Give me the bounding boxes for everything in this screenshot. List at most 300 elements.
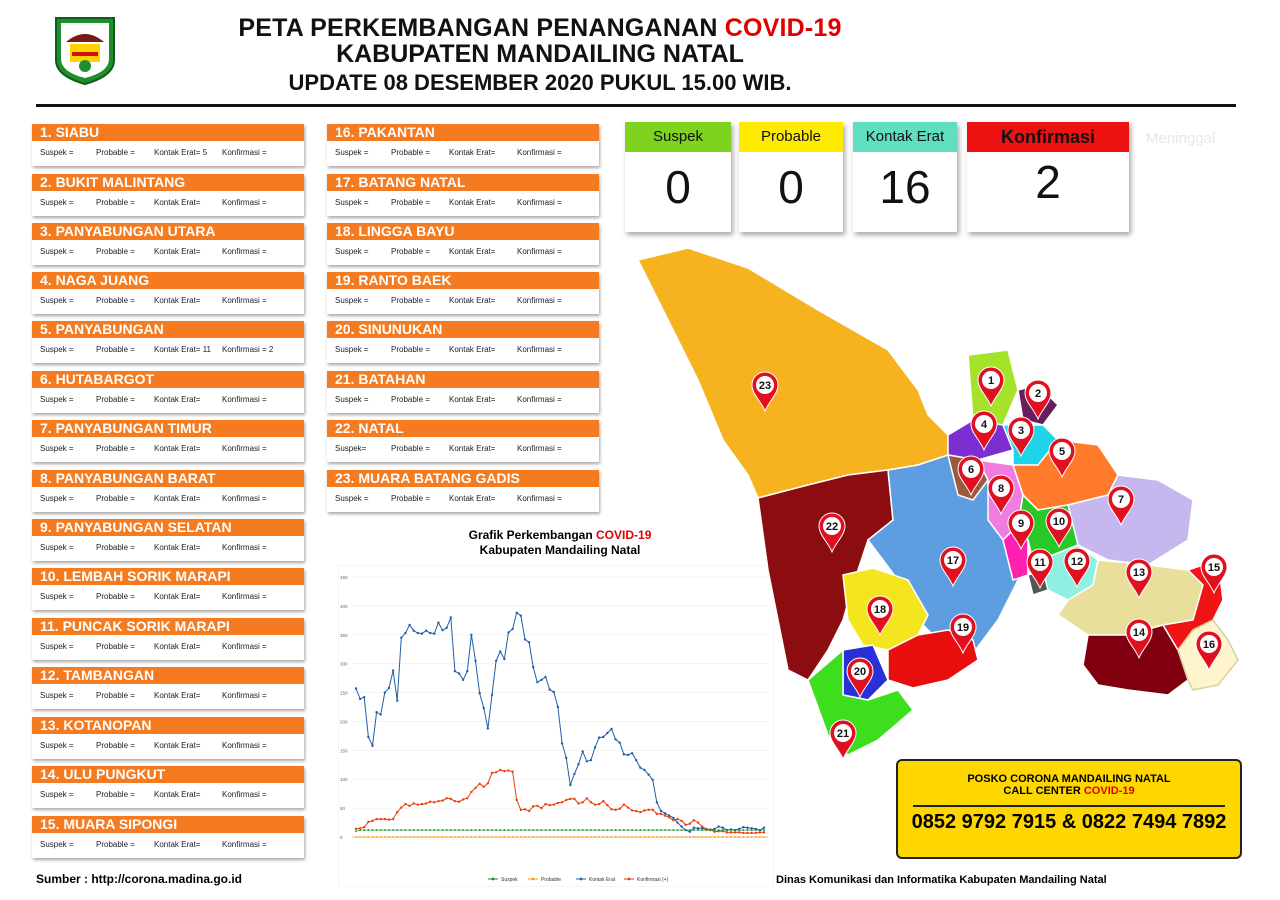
district-card-title: 15. MUARA SIPONGI: [32, 816, 304, 833]
stat-probable-label: Probable: [739, 122, 843, 152]
chart-point: [590, 759, 592, 761]
chart-point: [396, 836, 398, 838]
chart-point: [573, 773, 575, 775]
chart-point: [615, 829, 617, 831]
district-card-stats: [32, 289, 304, 313]
district-card-10: [32, 568, 304, 610]
chart-point: [503, 770, 505, 772]
chart-point: [462, 798, 464, 800]
chart-point: [375, 818, 377, 820]
chart-point: [421, 632, 423, 634]
chart-point: [425, 829, 427, 831]
chart-point: [623, 803, 625, 805]
chart-point: [726, 829, 728, 831]
district-card-22: [327, 420, 599, 462]
chart-point: [594, 803, 596, 805]
chart-point: [734, 831, 736, 833]
chart-point: [598, 736, 600, 738]
district-konfirmasi-field: Konfirmasi =: [222, 444, 267, 453]
district-suspek-field: Suspek =: [335, 148, 369, 157]
chart-point: [355, 828, 357, 830]
chart-point: [631, 809, 633, 811]
chart-point: [466, 836, 468, 838]
chart-point: [404, 803, 406, 805]
chart-point: [672, 817, 674, 819]
chart-point: [680, 825, 682, 827]
chart-point: [363, 826, 365, 828]
chart-point: [549, 829, 551, 831]
district-kontak-field: Kontak Erat=: [154, 296, 201, 305]
chart-point: [561, 801, 563, 803]
chart-point: [450, 616, 452, 618]
map-marker-label: 20: [853, 666, 867, 678]
chart-point: [581, 750, 583, 752]
district-probable-field: Probable =: [96, 444, 135, 453]
district-kontak-field: Kontak Erat=: [449, 148, 496, 157]
district-konfirmasi-field: Konfirmasi =: [517, 494, 562, 503]
chart-legend-marker: [628, 878, 631, 881]
publisher-credit: Dinas Komunikasi dan Informatika Kabupaten Mandailing Natal: [776, 874, 1107, 886]
chart-point: [363, 836, 365, 838]
chart-point: [639, 766, 641, 768]
chart-point: [433, 829, 435, 831]
chart-point: [520, 809, 522, 811]
chart-point: [545, 829, 547, 831]
chart-point: [512, 829, 514, 831]
chart-point: [730, 831, 732, 833]
map-marker-label: 7: [1117, 494, 1125, 506]
district-card-title: 16. PAKANTAN: [327, 124, 599, 141]
chart-point: [705, 836, 707, 838]
chart-point: [631, 836, 633, 838]
chart-point: [755, 832, 757, 834]
chart-point: [384, 836, 386, 838]
district-konfirmasi-field: Konfirmasi =: [517, 345, 562, 354]
district-suspek-field: Suspek =: [40, 345, 74, 354]
chart-point: [491, 836, 493, 838]
chart-point: [598, 829, 600, 831]
posko-divider: [913, 805, 1225, 807]
chart-point: [355, 687, 357, 689]
district-card-title: 7. PANYABUNGAN TIMUR: [32, 420, 304, 437]
district-konfirmasi-field: Konfirmasi =: [222, 642, 267, 651]
chart-point: [495, 771, 497, 773]
chart-point: [491, 694, 493, 696]
district-probable-field: Probable =: [96, 247, 135, 256]
chart-point: [648, 836, 650, 838]
district-card-5: [32, 321, 304, 363]
district-card-stats: [327, 338, 599, 362]
chart-point: [425, 836, 427, 838]
district-card-title: 13. KOTANOPAN: [32, 717, 304, 734]
chart-subtitle: Kabupaten Mandailing Natal: [479, 543, 641, 557]
chart-point: [726, 836, 728, 838]
district-card-9: [32, 519, 304, 561]
posko-subtitle-prefix: CALL CENTER: [1003, 785, 1084, 797]
chart-point: [672, 819, 674, 821]
chart-point: [701, 829, 703, 831]
chart-point: [677, 829, 679, 831]
district-konfirmasi-field: Konfirmasi =: [517, 395, 562, 404]
chart-y-tick-label: 400: [340, 603, 348, 609]
chart-point: [565, 799, 567, 801]
chart-point: [536, 836, 538, 838]
chart-point: [446, 829, 448, 831]
chart-point: [697, 821, 699, 823]
chart-point: [491, 772, 493, 774]
header-subtitle: KABUPATEN MANDAILING NATAL: [336, 40, 744, 68]
district-kontak-field: Kontak Erat=: [449, 444, 496, 453]
district-card-6: [32, 371, 304, 413]
district-konfirmasi-field: Konfirmasi =: [222, 592, 267, 601]
district-kontak-field: Kontak Erat=: [449, 494, 496, 503]
district-kontak-field: Kontak Erat=: [154, 840, 201, 849]
chart-point: [606, 829, 608, 831]
district-suspek-field: Suspek =: [335, 345, 369, 354]
chart-point: [697, 829, 699, 831]
chart-point: [557, 706, 559, 708]
chart-point: [714, 829, 716, 831]
chart-point: [635, 829, 637, 831]
chart-point: [685, 829, 687, 831]
district-konfirmasi-field: Konfirmasi =: [222, 296, 267, 305]
district-kontak-field: Kontak Erat=: [154, 395, 201, 404]
chart-point: [611, 829, 613, 831]
chart-point: [359, 829, 361, 831]
district-probable-field: Probable =: [391, 296, 430, 305]
district-card-11: [32, 618, 304, 660]
district-kontak-field: Kontak Erat=: [154, 198, 201, 207]
chart-point: [578, 836, 580, 838]
chart-point: [586, 836, 588, 838]
chart-point: [553, 803, 555, 805]
chart-y-tick-label: 250: [340, 690, 348, 696]
chart-point: [610, 728, 612, 730]
district-probable-field: Probable =: [96, 345, 135, 354]
chart-point: [668, 829, 670, 831]
district-kontak-field: Kontak Erat=: [449, 345, 496, 354]
district-card-17: [327, 174, 599, 216]
chart-point: [734, 836, 736, 838]
chart-point: [577, 802, 579, 804]
map-marker-label: 5: [1058, 446, 1066, 458]
chart-point: [376, 829, 378, 831]
chart-point: [586, 829, 588, 831]
map-marker-label: 16: [1202, 639, 1216, 651]
chart-point: [759, 829, 761, 831]
district-konfirmasi-field: Konfirmasi =: [222, 691, 267, 700]
chart-point: [417, 632, 419, 634]
chart-point: [598, 836, 600, 838]
chart-point: [548, 804, 550, 806]
chart-point: [664, 814, 666, 816]
chart-point: [363, 696, 365, 698]
district-card-title: 2. BUKIT MALINTANG: [32, 174, 304, 191]
chart-point: [421, 836, 423, 838]
chart-point: [672, 836, 674, 838]
header-title: [130, 14, 950, 43]
chart-point: [536, 681, 538, 683]
district-konfirmasi-field: Konfirmasi =: [222, 395, 267, 404]
chart-point: [388, 818, 390, 820]
chart-point: [516, 836, 518, 838]
chart-point: [676, 821, 678, 823]
chart-point: [738, 831, 740, 833]
map-marker-label: 11: [1034, 557, 1046, 569]
district-kontak-field: Kontak Erat=: [154, 247, 201, 256]
chart-point: [392, 669, 394, 671]
chart-point: [442, 829, 444, 831]
chart-point: [730, 829, 732, 831]
district-probable-field: Probable =: [96, 148, 135, 157]
map-marker-label: 6: [967, 464, 975, 476]
stat-suspek: [625, 122, 731, 232]
chart-point: [594, 746, 596, 748]
district-card-title: 14. ULU PUNGKUT: [32, 766, 304, 783]
chart-point: [503, 829, 505, 831]
district-card-19: [327, 272, 599, 314]
chart-point: [405, 829, 407, 831]
posko-title: POSKO CORONA MANDAILING NATAL: [967, 773, 1171, 785]
district-card-stats: [32, 388, 304, 412]
district-probable-field: Probable =: [96, 790, 135, 799]
map-marker-label: 21: [836, 728, 850, 740]
chart-point: [470, 791, 472, 793]
chart-point: [680, 820, 682, 822]
chart-point: [627, 829, 629, 831]
chart-point: [458, 801, 460, 803]
chart-point: [466, 670, 468, 672]
chart-point: [718, 836, 720, 838]
map-marker-label: 3: [1017, 425, 1025, 437]
chart-point: [602, 836, 604, 838]
chart-point: [684, 824, 686, 826]
chart-point: [450, 836, 452, 838]
chart-point: [652, 829, 654, 831]
district-probable-field: Probable =: [96, 691, 135, 700]
chart-point: [524, 808, 526, 810]
chart-point: [676, 818, 678, 820]
chart-point: [581, 801, 583, 803]
chart-point: [417, 803, 419, 805]
chart-point: [755, 829, 757, 831]
region-23: [638, 248, 948, 498]
map-marker-label: 18: [873, 604, 887, 616]
chart-point: [392, 829, 394, 831]
chart-point: [445, 627, 447, 629]
district-card-stats: [32, 437, 304, 461]
chart-point: [574, 836, 576, 838]
chart-point: [478, 783, 480, 785]
posko-call-center: [896, 759, 1242, 859]
chart-point: [375, 711, 377, 713]
chart-point: [412, 630, 414, 632]
district-card-stats: [32, 191, 304, 215]
chart-point: [408, 805, 410, 807]
district-card-stats: [32, 487, 304, 511]
map-marker-label: 19: [956, 622, 970, 634]
chart-point: [668, 836, 670, 838]
chart-y-tick-label: 450: [340, 575, 348, 580]
chart-point: [441, 629, 443, 631]
chart-point: [355, 830, 357, 832]
district-kontak-field: Kontak Erat=: [154, 642, 201, 651]
district-card-title: 5. PANYABUNGAN: [32, 321, 304, 338]
chart-point: [611, 836, 613, 838]
district-probable-field: Probable =: [391, 494, 430, 503]
chart-point: [363, 829, 365, 831]
chart-point: [475, 836, 477, 838]
chart-point: [475, 829, 477, 831]
chart-point: [569, 829, 571, 831]
chart-point: [565, 836, 567, 838]
district-card-8: [32, 470, 304, 512]
district-card-stats: [32, 536, 304, 560]
district-konfirmasi-field: Konfirmasi =: [517, 148, 562, 157]
chart-point: [388, 836, 390, 838]
chart-point: [751, 836, 753, 838]
chart-point: [433, 801, 435, 803]
chart-y-tick-label: 300: [340, 661, 348, 667]
chart-point: [614, 809, 616, 811]
chart-point: [512, 836, 514, 838]
chart-point: [446, 836, 448, 838]
map-marker-label: 8: [997, 483, 1005, 495]
district-card-title: 1. SIABU: [32, 124, 304, 141]
chart-point: [438, 836, 440, 838]
district-suspek-field: Suspek =: [40, 296, 74, 305]
district-card-title: 8. PANYABUNGAN BARAT: [32, 470, 304, 487]
chart-point: [553, 691, 555, 693]
district-card-stats: [32, 585, 304, 609]
chart-point: [548, 688, 550, 690]
chart-point: [664, 812, 666, 814]
chart-point: [742, 836, 744, 838]
header-divider: [36, 104, 1236, 107]
district-card-stats: [32, 833, 304, 857]
chart-point: [664, 836, 666, 838]
chart-point: [511, 771, 513, 773]
chart-point: [483, 829, 485, 831]
district-probable-field: Probable =: [96, 494, 135, 503]
chart-point: [499, 650, 501, 652]
district-card-title: 23. MUARA BATANG GADIS: [327, 470, 599, 487]
chart-point: [569, 798, 571, 800]
chart-point: [417, 829, 419, 831]
district-card-14: [32, 766, 304, 808]
district-card-stats: [327, 240, 599, 264]
map-marker-label: 14: [1132, 627, 1146, 639]
district-card-stats: [327, 191, 599, 215]
chart-point: [445, 797, 447, 799]
chart-y-tick-label: 100: [340, 777, 348, 783]
chart-point: [644, 829, 646, 831]
stat-kontak-erat-value: 16: [879, 161, 931, 213]
chart-point: [425, 802, 427, 804]
chart-point: [462, 679, 464, 681]
chart-point: [450, 829, 452, 831]
chart-point: [371, 745, 373, 747]
chart-point: [499, 836, 501, 838]
chart-point: [763, 836, 765, 838]
district-card-3: [32, 223, 304, 265]
chart-point: [586, 760, 588, 762]
district-konfirmasi-field: Konfirmasi =: [222, 198, 267, 207]
district-suspek-field: Suspek =: [40, 592, 74, 601]
stat-suspek-value: 0: [665, 161, 691, 213]
chart-point: [565, 829, 567, 831]
chart-point: [380, 713, 382, 715]
district-card-stats: [327, 437, 599, 461]
chart-point: [697, 836, 699, 838]
chart-point: [541, 829, 543, 831]
map-marker-label: 23: [758, 380, 772, 392]
chart-point: [495, 660, 497, 662]
chart-point: [437, 621, 439, 623]
district-card-title: 17. BATANG NATAL: [327, 174, 599, 191]
chart-point: [557, 802, 559, 804]
district-probable-field: Probable =: [96, 592, 135, 601]
district-suspek-field: Suspek =: [40, 247, 74, 256]
district-suspek-field: Suspek =: [335, 247, 369, 256]
chart-point: [355, 836, 357, 838]
chart-point: [400, 636, 402, 638]
chart-point: [647, 809, 649, 811]
chart-point: [590, 836, 592, 838]
chart-point: [372, 836, 374, 838]
district-konfirmasi-field: Konfirmasi =: [222, 840, 267, 849]
chart-point: [466, 797, 468, 799]
chart-point: [392, 836, 394, 838]
chart-point: [747, 836, 749, 838]
chart-point: [606, 804, 608, 806]
chart-legend-marker: [492, 878, 495, 881]
chart-point: [442, 836, 444, 838]
district-kontak-field: Kontak Erat=: [154, 741, 201, 750]
chart-point: [384, 829, 386, 831]
chart-point: [371, 820, 373, 822]
chart-point: [569, 784, 571, 786]
map-marker-label: 2: [1034, 388, 1042, 400]
district-card-title: 9. PANYABUNGAN SELATAN: [32, 519, 304, 536]
district-kontak-field: Kontak Erat= 11: [154, 345, 211, 354]
chart-point: [652, 809, 654, 811]
district-kontak-field: Kontak Erat=: [449, 198, 496, 207]
chart-point: [714, 836, 716, 838]
district-probable-field: Probable =: [391, 247, 430, 256]
chart-point: [590, 801, 592, 803]
chart-legend-label: Suspek: [501, 877, 518, 883]
district-card-16: [327, 124, 599, 166]
chart-point: [516, 799, 518, 801]
chart-point: [582, 829, 584, 831]
district-konfirmasi-field: Konfirmasi =: [222, 790, 267, 799]
stat-probable-value: 0: [778, 161, 804, 213]
posko-subtitle-highlight: COVID-19: [1083, 785, 1135, 797]
stat-suspek-label: Suspek: [625, 122, 731, 152]
chart-point: [619, 807, 621, 809]
chart-point: [615, 836, 617, 838]
chart-point: [689, 836, 691, 838]
chart-point: [722, 836, 724, 838]
chart-point: [417, 836, 419, 838]
chart-point: [454, 670, 456, 672]
chart-point: [573, 798, 575, 800]
chart-y-tick-label: 200: [340, 719, 348, 725]
chart-point: [763, 831, 765, 833]
chart-point: [734, 829, 736, 831]
chart-point: [730, 836, 732, 838]
